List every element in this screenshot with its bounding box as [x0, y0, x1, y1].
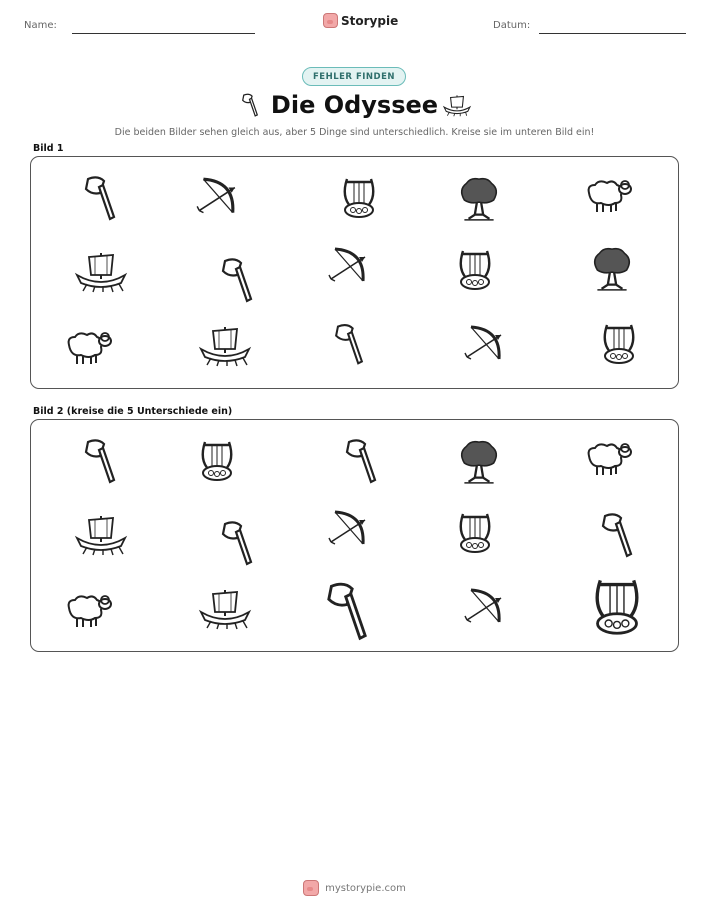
tree-icon: [589, 245, 635, 293]
brand-name: Storypie: [341, 13, 399, 28]
ship-icon: [73, 249, 129, 293]
ship-icon[interactable]: [73, 512, 129, 556]
axe-icon[interactable]: [77, 436, 123, 486]
brand-logo: [323, 13, 398, 28]
ship-icon: [197, 323, 253, 367]
pig-logo-icon: [303, 880, 319, 896]
name-line[interactable]: [72, 33, 255, 34]
lyre-icon[interactable]: [589, 572, 645, 636]
panel-1-label: Bild 1: [33, 143, 64, 154]
tree-icon[interactable]: [455, 438, 503, 486]
ram-icon[interactable]: [583, 438, 633, 478]
axe-icon: [238, 92, 262, 122]
bow-icon[interactable]: [325, 506, 369, 554]
axe-icon: [329, 321, 369, 367]
date-label: Datum:: [493, 20, 531, 31]
panel-2-label: Bild 2 (kreise die 5 Unterschiede ein): [33, 406, 233, 417]
instructions: Die beiden Bilder sehen gleich aus, aber 5 Dinge sind unterschiedlich. Kreise sie im unteren Bild ein!: [114, 127, 595, 138]
axe-icon[interactable]: [597, 510, 637, 560]
lyre-icon: [455, 245, 495, 291]
bow-icon: [325, 243, 369, 291]
lyre-icon[interactable]: [197, 436, 237, 482]
date-line[interactable]: [539, 33, 686, 34]
page-title: Die Odyssee: [270, 91, 439, 119]
lyre-icon: [339, 173, 379, 219]
lyre-icon[interactable]: [455, 508, 495, 554]
footer-url[interactable]: mystorypie.com: [325, 882, 406, 894]
tree-icon: [455, 175, 503, 223]
picture-1-panel: [30, 156, 679, 389]
activity-badge: FEHLER FINDEN: [302, 67, 406, 86]
pig-logo-icon: [323, 13, 338, 28]
ram-icon[interactable]: [63, 588, 113, 632]
lyre-icon: [599, 319, 639, 365]
bow-icon: [193, 175, 239, 221]
bow-icon[interactable]: [461, 584, 505, 632]
ship-icon: [442, 92, 472, 122]
axe-icon[interactable]: [321, 578, 373, 644]
name-label: Name:: [24, 20, 57, 31]
ram-icon: [63, 325, 113, 369]
footer: [0, 880, 709, 896]
ram-icon: [583, 175, 633, 215]
axe-icon[interactable]: [217, 518, 257, 568]
bow-icon: [461, 321, 505, 369]
axe-icon: [217, 255, 257, 305]
picture-2-panel[interactable]: [30, 419, 679, 652]
axe-icon: [77, 173, 123, 223]
axe-icon[interactable]: [341, 436, 381, 486]
ship-icon[interactable]: [197, 586, 253, 630]
